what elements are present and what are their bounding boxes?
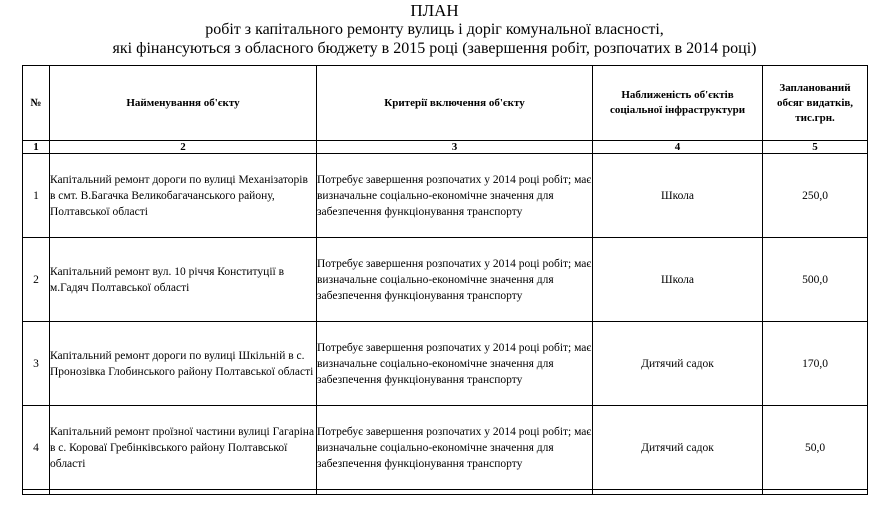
amount-cell: 170,0	[763, 322, 868, 406]
column-header-object-name: Найменування об'єкту	[50, 66, 317, 141]
document-header	[0, 0, 869, 58]
object-name-cell: Капітальний ремонт вул. 10 річчя Конституції в м.Гадяч Полтавської області	[50, 238, 317, 322]
amount-cell: 500,0	[763, 238, 868, 322]
column-header-criteria: Критерії включення об'єкту	[317, 66, 593, 141]
object-name-cell: Капітальний ремонт дороги по вулиці Шкільній в с. Пронозівка Глобинського району Полтавської області	[50, 322, 317, 406]
table-trailing-row	[23, 490, 868, 495]
empty-cell	[317, 490, 593, 495]
column-header-number: №	[23, 66, 50, 141]
table-header-row	[23, 66, 868, 141]
column-number: 4	[593, 141, 763, 154]
table-row	[23, 154, 868, 238]
column-number: 2	[50, 141, 317, 154]
row-number: 2	[23, 238, 50, 322]
amount-cell: 250,0	[763, 154, 868, 238]
table-row	[23, 322, 868, 406]
empty-cell	[763, 490, 868, 495]
row-number: 4	[23, 406, 50, 490]
column-number: 3	[317, 141, 593, 154]
criteria-cell: Потребує завершення розпочатих у 2014 році робіт; має визначальне соціально-економічне значення для забезпечення функціонування транспорту	[317, 406, 593, 490]
column-header-proximity: Наближеність об'єктів соціальної інфраструктури	[593, 66, 763, 141]
empty-cell	[50, 490, 317, 495]
proximity-cell: Дитячий садок	[593, 322, 763, 406]
row-number: 1	[23, 154, 50, 238]
empty-cell	[593, 490, 763, 495]
document-subtitle-line-2: які фінансуються з обласного бюджету в 2015 році (завершення робіт, розпочатих в 2014 році)	[112, 40, 757, 57]
document-subtitle-line-1: робіт з капітального ремонту вулиць і доріг комунальної власності,	[205, 21, 664, 38]
amount-cell: 50,0	[763, 406, 868, 490]
criteria-cell: Потребує завершення розпочатих у 2014 році робіт; має визначальне соціально-економічне значення для забезпечення функціонування транспорту	[317, 238, 593, 322]
empty-cell	[23, 490, 50, 495]
object-name-cell: Капітальний ремонт проїзної частини вулиці Гагаріна в с. Короваї Гребінківського району Полтавської області	[50, 406, 317, 490]
criteria-cell: Потребує завершення розпочатих у 2014 році робіт; має визначальне соціально-економічне значення для забезпечення функціонування транспорту	[317, 322, 593, 406]
table-row	[23, 406, 868, 490]
plan-table	[22, 65, 868, 495]
table-row	[23, 238, 868, 322]
proximity-cell: Школа	[593, 238, 763, 322]
document-title: ПЛАН	[410, 1, 459, 20]
column-header-amount: Запланований обсяг видатків, тис.грн.	[763, 66, 868, 141]
column-number: 1	[23, 141, 50, 154]
criteria-cell: Потребує завершення розпочатих у 2014 році робіт; має визначальне соціально-економічне значення для забезпечення функціонування транспорту	[317, 154, 593, 238]
row-number: 3	[23, 322, 50, 406]
object-name-cell: Капітальний ремонт дороги по вулиці Механізаторів в смт. В.Багачка Великобагачанського району, Полтавської області	[50, 154, 317, 238]
column-number: 5	[763, 141, 868, 154]
proximity-cell: Школа	[593, 154, 763, 238]
column-number-row	[23, 141, 868, 154]
proximity-cell: Дитячий садок	[593, 406, 763, 490]
